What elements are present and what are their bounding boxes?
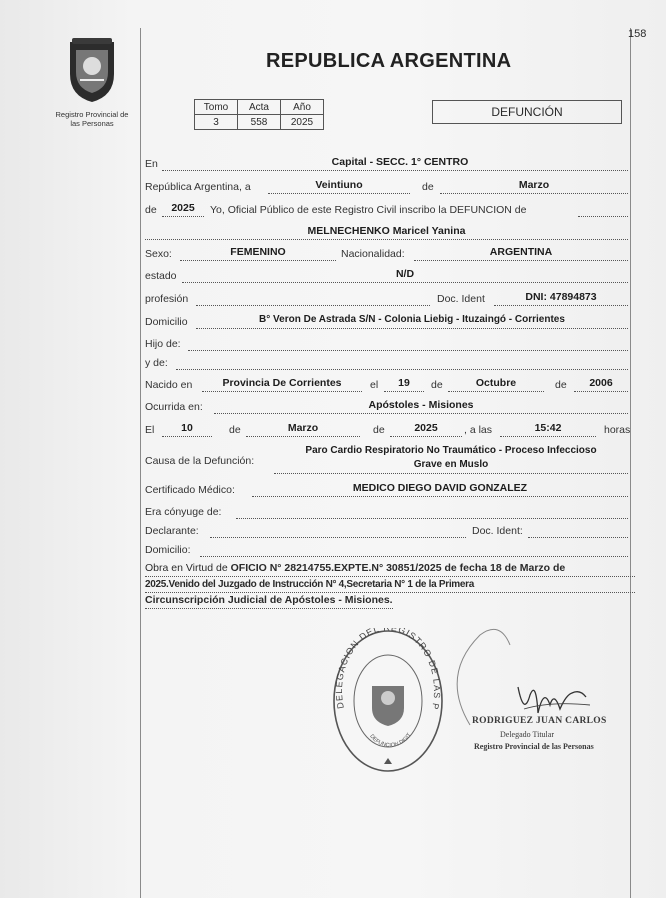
causa-line2: Grave en Muslo	[413, 459, 489, 470]
dotted-line	[145, 239, 628, 240]
causa-line1: Paro Cardio Respiratorio No Traumático - Proceso Infeccioso	[305, 445, 597, 456]
en-label: En	[145, 158, 158, 170]
doc-type-box: DEFUNCIÓN	[432, 100, 622, 124]
de-label: de	[555, 379, 567, 391]
def-anio-value: 2025	[414, 422, 438, 434]
estado-label: estado	[145, 270, 177, 282]
horas-label: horas	[604, 424, 631, 436]
dotted-line	[162, 216, 204, 217]
nacionalidad-value: ARGENTINA	[489, 246, 553, 258]
deceased-name: MELNECHENKO Maricel Yanina	[307, 225, 466, 237]
dotted-line	[162, 436, 212, 437]
domicilio2-label: Domicilio:	[145, 544, 191, 556]
a-las-label: , a las	[464, 424, 493, 436]
def-mes-value: Marzo	[287, 422, 319, 434]
ocurrida-en-value: Apóstoles - Misiones	[368, 399, 474, 411]
republica-label: República Argentina, a	[145, 181, 251, 193]
dotted-line	[210, 537, 466, 538]
nac-dia-value: 19	[398, 377, 410, 389]
registry-stamp	[330, 628, 446, 774]
signer-title: Delegado Titular	[500, 730, 554, 739]
stamp-ring-text: DELEGACION DEL EGISTRO DE LAS P	[333, 628, 443, 712]
signer-name: RODRIGUEZ JUAN CARLOS	[472, 716, 607, 726]
dotted-line	[252, 496, 628, 497]
obra-line3: Circunscripción Judicial de Apóstoles - Misiones.	[145, 593, 393, 609]
dotted-line	[578, 216, 628, 217]
doc-ident2-label: Doc. Ident:	[472, 525, 523, 537]
el-label: El	[145, 424, 155, 436]
dotted-line	[440, 193, 628, 194]
dotted-line	[214, 413, 628, 414]
signature-graphic	[440, 625, 590, 730]
dotted-line	[196, 305, 430, 306]
dotted-line	[236, 518, 628, 519]
dotted-line	[494, 305, 628, 306]
certificado-label: Certificado Médico:	[145, 484, 235, 496]
registry-caption: Registro Provincial de las Personas	[55, 110, 129, 128]
dotted-line	[202, 391, 362, 392]
causa-label: Causa de la Defunción:	[145, 455, 255, 467]
dotted-line	[176, 369, 628, 370]
dni-value: DNI: 47894873	[525, 291, 597, 303]
margin-line-left	[140, 28, 141, 898]
acta-value: 558	[238, 115, 281, 130]
anio-value: 2025	[171, 202, 195, 214]
sexo-value: FEMENINO	[230, 246, 286, 258]
obra-prefix: Obra en Virtud de	[145, 562, 228, 574]
domicilio-value: B° Veron De Astrada S/N - Colonia Liebig - Ituzaingó - Corrientes	[259, 314, 565, 325]
signature-block	[460, 716, 620, 751]
obra-line2: 2025.Venido del Juzgado de Instrucción N° 4,Secretaria N° 1 de la Primera	[145, 577, 635, 593]
conyuge-label: Era cónyuge de:	[145, 506, 222, 518]
dotted-line	[574, 391, 628, 392]
tomo-header: Tomo	[195, 100, 238, 115]
declarante-label: Declarante:	[145, 525, 199, 537]
de-label: de	[145, 204, 157, 216]
anio-header: Año	[281, 100, 324, 115]
tomo-value: 3	[195, 115, 238, 130]
nac-mes-value: Octubre	[475, 377, 517, 389]
margin-line-right	[630, 28, 631, 898]
dotted-line	[180, 260, 336, 261]
stamp-inner-text: DEFUNCION DIGIT	[368, 732, 413, 749]
dotted-line	[188, 350, 628, 351]
dotted-line	[448, 391, 544, 392]
mes-value: Marzo	[518, 179, 550, 191]
hijo-de-label: Hijo de:	[145, 338, 181, 350]
nacido-en-value: Provincia De Corrientes	[222, 377, 342, 389]
nacido-en-label: Nacido en	[145, 379, 193, 391]
y-de-label: y de:	[145, 357, 168, 369]
de-label: de	[431, 379, 443, 391]
record-table	[194, 99, 324, 130]
def-dia-value: 10	[181, 422, 193, 434]
dotted-line	[500, 436, 596, 437]
provincial-logo	[62, 36, 122, 104]
sexo-label: Sexo:	[145, 248, 172, 260]
lugar-value: Capital - SECC. 1° CENTRO	[331, 156, 469, 168]
dotted-line	[384, 391, 424, 392]
country-title: REPUBLICA ARGENTINA	[266, 50, 512, 72]
dotted-line	[162, 170, 628, 171]
ocurrida-en-label: Ocurrida en:	[145, 401, 203, 413]
signer-org: Registro Provincial de las Personas	[474, 742, 594, 751]
acta-header: Acta	[238, 100, 281, 115]
dotted-line	[196, 328, 628, 329]
dotted-line	[274, 473, 628, 474]
dotted-line	[200, 556, 628, 557]
de-label: de	[229, 424, 241, 436]
obra-paragraph	[145, 561, 635, 609]
dotted-line	[390, 436, 462, 437]
dotted-line	[246, 436, 360, 437]
dia-value: Veintiuno	[315, 179, 363, 191]
doc-ident-label: Doc. Ident	[437, 293, 485, 305]
dotted-line	[182, 282, 628, 283]
obra-line1: OFICIO N° 28214755.EXPTE.N° 30851/2025 de fecha 18 de Marzo de	[230, 562, 566, 574]
yo-statement: Yo, Oficial Público de este Registro Civil inscribo la DEFUNCION de	[210, 204, 527, 216]
estado-value: N/D	[395, 268, 415, 280]
de-label: de	[422, 181, 434, 193]
domicilio-label: Domicilio	[145, 316, 188, 328]
anio-value: 2025	[281, 115, 324, 130]
profesion-label: profesión	[145, 293, 189, 305]
dotted-line	[414, 260, 628, 261]
nacionalidad-label: Nacionalidad:	[341, 248, 405, 260]
dotted-line	[268, 193, 410, 194]
de-label: de	[373, 424, 385, 436]
hora-value: 15:42	[534, 422, 562, 434]
certificado-value: MEDICO DIEGO DAVID GONZALEZ	[352, 482, 528, 494]
page-number: 158	[628, 28, 647, 40]
el-label: el	[370, 379, 379, 391]
nac-anio-value: 2006	[589, 377, 613, 389]
dotted-line	[528, 537, 628, 538]
